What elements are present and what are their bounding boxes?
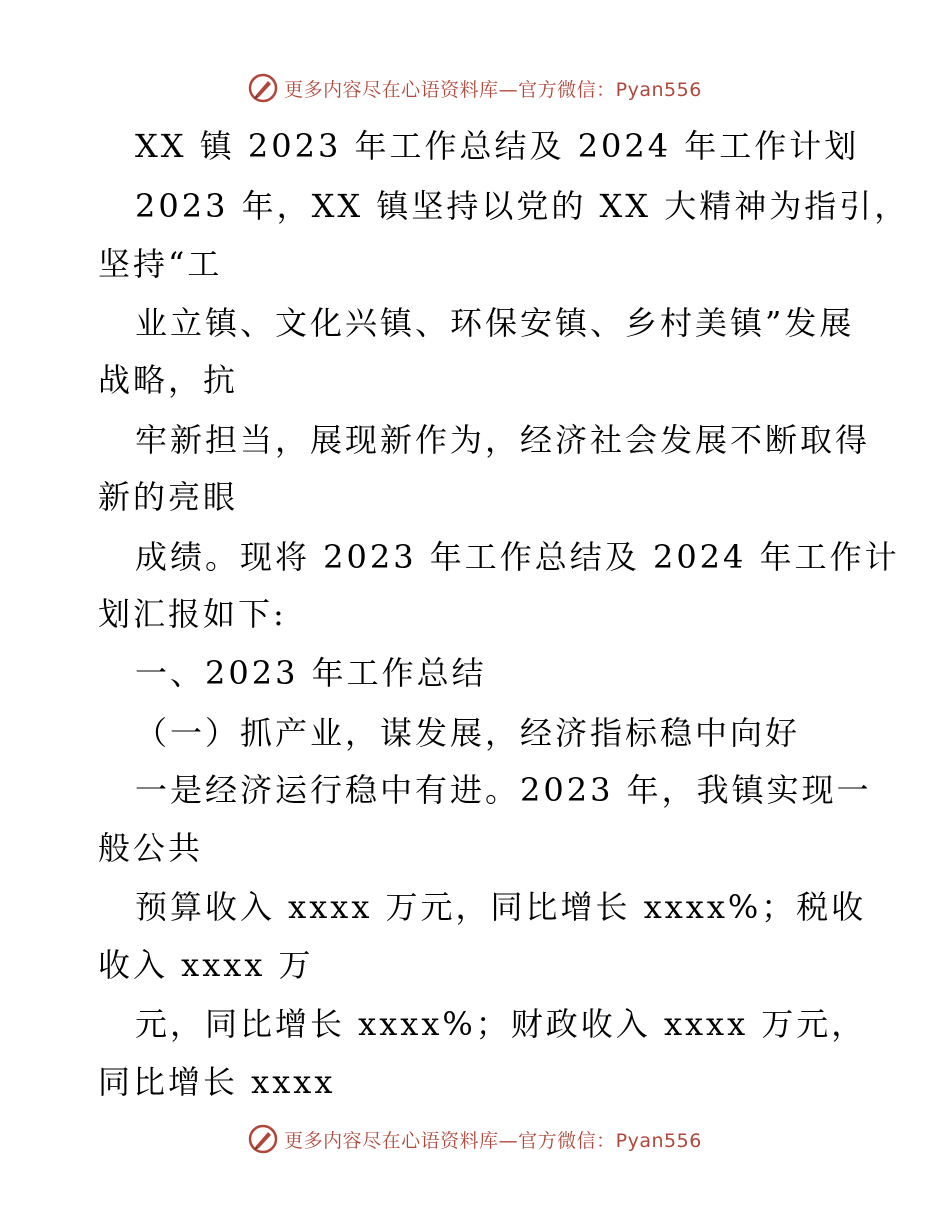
paragraph-line: 战略，抗	[98, 361, 239, 399]
paragraph-line: 划汇报如下:	[98, 595, 287, 633]
footer-watermark	[0, 1124, 950, 1154]
paragraph-line: 般公共	[98, 829, 204, 867]
document-title: XX 镇 2023 年工作总结及 2024 年工作计划	[135, 127, 860, 165]
subsection-heading: （一）抓产业，谋发展，经济指标稳中向好	[135, 714, 801, 752]
paragraph-line: 新的亮眼	[98, 478, 239, 516]
paragraph-line: 同比增长 xxxx	[98, 1063, 336, 1101]
pen-logo-icon	[248, 1124, 278, 1154]
paragraph-line: 坚持“工	[98, 245, 223, 283]
header-watermark	[0, 73, 950, 103]
paragraph-line: 收入 xxxx 万	[98, 946, 314, 984]
paragraph-line: 元，同比增长 xxxx%；财政收入 xxxx 万元，	[135, 1005, 867, 1043]
paragraph-line: 2023 年，XX 镇坚持以党的 XX 大精神为指引，	[135, 187, 910, 225]
paragraph-line: 一是经济运行稳中有进。2023 年，我镇实现一	[135, 771, 872, 809]
pen-logo-icon	[248, 73, 278, 103]
watermark-text: 更多内容尽在心语资料库—官方微信：Pyan556	[284, 1129, 702, 1152]
paragraph-line: 预算收入 xxxx 万元，同比增长 xxxx%；税收	[135, 888, 867, 926]
section-heading: 一、2023 年工作总结	[135, 654, 487, 692]
watermark-text: 更多内容尽在心语资料库—官方微信：Pyan556	[284, 78, 702, 101]
paragraph-line: 业立镇、文化兴镇、环保安镇、乡村美镇”发展	[135, 304, 855, 342]
paragraph-line: 牢新担当，展现新作为，经济社会发展不断取得	[135, 421, 871, 459]
paragraph-line: 成绩。现将 2023 年工作总结及 2024 年工作计	[135, 538, 900, 576]
